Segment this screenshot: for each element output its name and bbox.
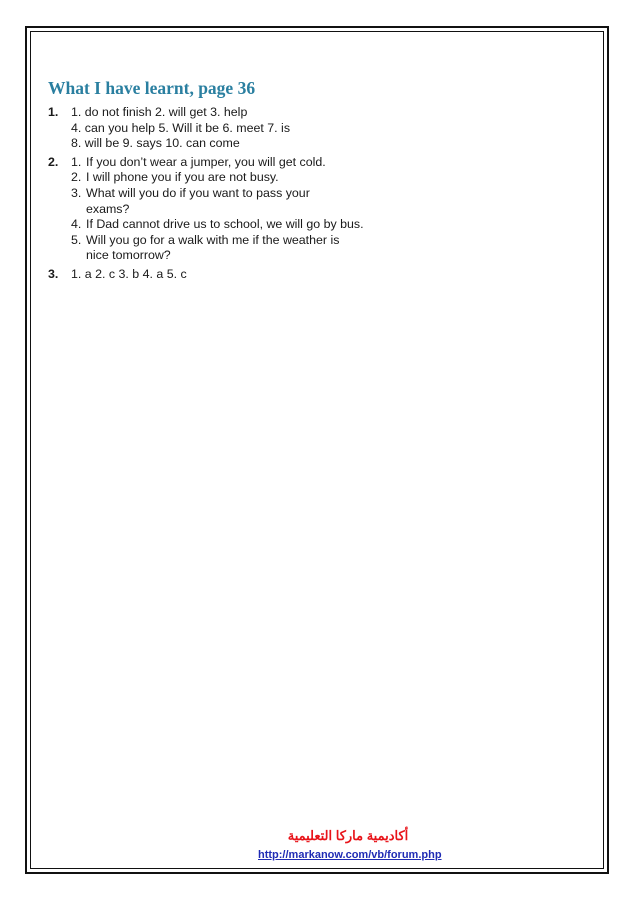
list-item xyxy=(71,170,378,186)
list-item xyxy=(71,155,378,171)
item-number: 4. xyxy=(71,217,82,232)
footer-academy-name: أكاديمية ماركا التعليمية xyxy=(287,828,409,843)
answer-key xyxy=(48,76,378,286)
list-item xyxy=(71,217,378,233)
item-number: 2. xyxy=(71,170,82,185)
answer-line: 1. a 2. c 3. b 4. a 5. c xyxy=(71,266,187,281)
question-3 xyxy=(48,267,378,283)
question-number: 2. xyxy=(48,154,59,169)
answer-line: 8. will be 9. says 10. can come xyxy=(71,136,240,151)
question-2 xyxy=(48,155,378,264)
question-1 xyxy=(48,105,378,152)
item-text: What will you do if you want to pass your exams? xyxy=(86,185,310,216)
section-title: What I have learnt, page 36 xyxy=(48,78,256,98)
answer-line: 1. do not finish 2. will get 3. help xyxy=(71,105,248,119)
item-text: Will you go for a walk with me if the weather is nice tomorrow? xyxy=(86,232,340,263)
item-number: 5. xyxy=(71,232,82,247)
footer-forum-link[interactable]: http://markanow.com/vb/forum.php xyxy=(258,849,442,861)
list-item xyxy=(71,186,378,217)
item-text: I will phone you if you are not busy. xyxy=(86,170,279,185)
item-text: If Dad cannot drive us to school, we will go by bus. xyxy=(86,217,364,232)
list-item xyxy=(71,233,378,264)
question-number: 3. xyxy=(48,266,59,281)
item-number: 1. xyxy=(71,154,82,169)
item-text: If you don’t wear a jumper, you will get cold. xyxy=(86,154,326,169)
answer-line: 4. can you help 5. Will it be 6. meet 7. is xyxy=(71,120,291,135)
item-number: 3. xyxy=(71,185,82,200)
question-number: 1. xyxy=(48,105,59,119)
